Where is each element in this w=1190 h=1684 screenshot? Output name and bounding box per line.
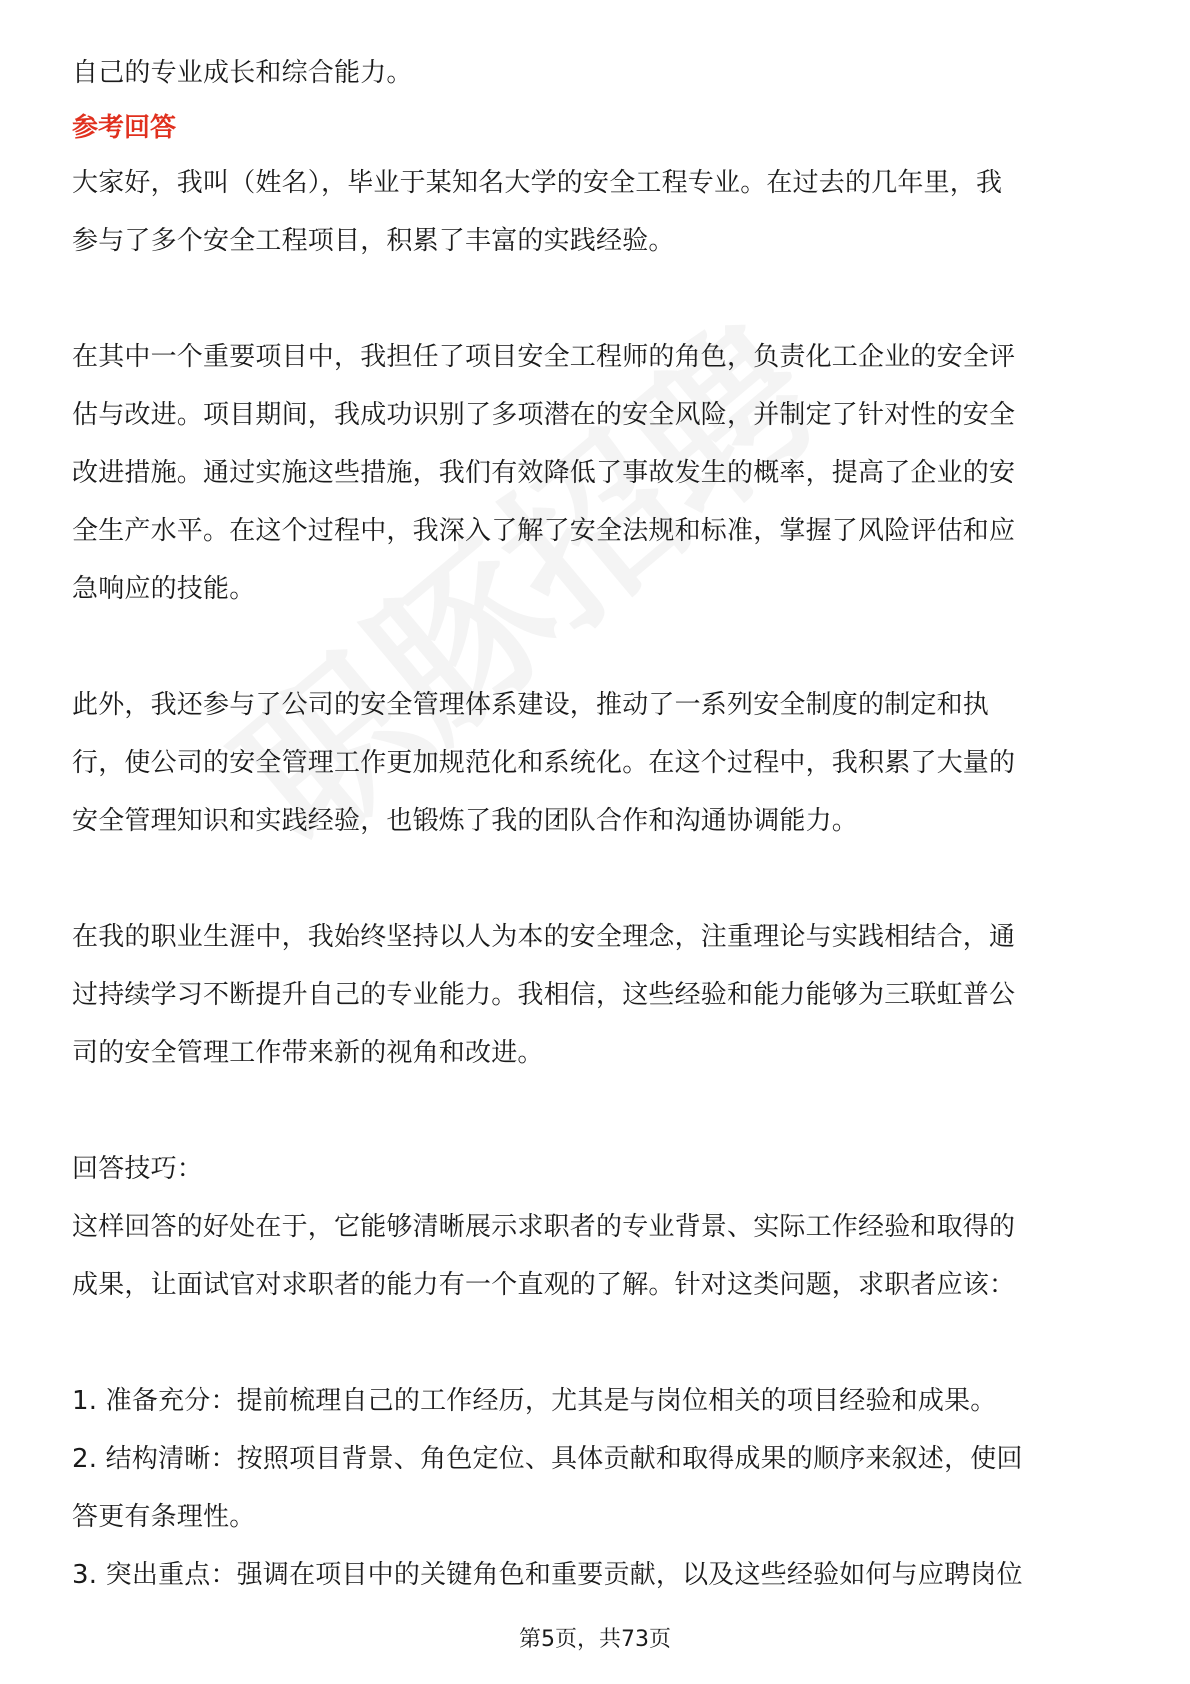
paragraph-gap — [72, 270, 1122, 328]
intro-line: 自己的专业成长和综合能力。 — [72, 58, 413, 88]
paragraph-line: 急响应的技能。 — [72, 574, 256, 604]
paragraph-line: 参与了多个安全工程项目，积累了丰富的实践经验。 — [72, 226, 675, 256]
page-number-footer: 第5页，共73页 — [519, 1627, 671, 1652]
page-content — [72, 44, 1122, 1604]
paragraph-line: 司的安全管理工作带来新的视角和改进。 — [72, 1038, 544, 1068]
paragraph-line: 在其中一个重要项目中，我担任了项目安全工程师的角色，负责化工企业的安全评 — [72, 342, 1016, 372]
paragraph-4 — [72, 908, 1122, 1082]
list-item: 3. 突出重点：强调在项目中的关键角色和重要贡献，以及这些经验如何与应聘岗位 — [72, 1560, 1023, 1590]
paragraph-1 — [72, 154, 1122, 270]
tips-intro — [72, 1198, 1122, 1314]
paragraph-line: 安全管理知识和实践经验，也锻炼了我的团队合作和沟通协调能力。 — [72, 806, 859, 836]
list-item: 答更有条理性。 — [72, 1502, 256, 1532]
paragraph-line: 这样回答的好处在于，它能够清晰展示求职者的专业背景、实际工作经验和取得的 — [72, 1212, 1016, 1242]
paragraph-line: 改进措施。通过实施这些措施，我们有效降低了事故发生的概率，提高了企业的安 — [72, 458, 1016, 488]
paragraph-line: 估与改进。项目期间，我成功识别了多项潜在的安全风险，并制定了针对性的安全 — [72, 400, 1016, 430]
paragraph-gap — [72, 850, 1122, 908]
paragraph-line: 全生产水平。在这个过程中，我深入了解了安全法规和标准，掌握了风险评估和应 — [72, 516, 1016, 546]
paragraph-line: 过持续学习不断提升自己的专业能力。我相信，这些经验和能力能够为三联虹普公 — [72, 980, 1016, 1010]
reference-answer-heading: 参考回答 — [72, 113, 177, 143]
paragraph-line: 行，使公司的安全管理工作更加规范化和系统化。在这个过程中，我积累了大量的 — [72, 748, 1016, 778]
list-item: 1. 准备充分：提前梳理自己的工作经历，尤其是与岗位相关的项目经验和成果。 — [72, 1386, 997, 1416]
tips-heading: 回答技巧： — [72, 1154, 204, 1184]
paragraph-line: 成果，让面试官对求职者的能力有一个直观的了解。针对这类问题，求职者应该： — [72, 1270, 1016, 1300]
paragraph-3 — [72, 676, 1122, 850]
paragraph-gap — [72, 1314, 1122, 1372]
list-item: 2. 结构清晰：按照项目背景、角色定位、具体贡献和取得成果的顺序来叙述，使回 — [72, 1444, 1023, 1474]
paragraph-2 — [72, 328, 1122, 618]
paragraph-line: 此外，我还参与了公司的安全管理体系建设，推动了一系列安全制度的制定和执 — [72, 690, 990, 720]
paragraph-gap — [72, 618, 1122, 676]
paragraph-line: 在我的职业生涯中，我始终坚持以人为本的安全理念，注重理论与实践相结合，通 — [72, 922, 1016, 952]
paragraph-gap — [72, 1082, 1122, 1140]
paragraph-line: 大家好，我叫（姓名），毕业于某知名大学的安全工程专业。在过去的几年里，我 — [72, 168, 1003, 198]
tips-list — [72, 1372, 1122, 1604]
